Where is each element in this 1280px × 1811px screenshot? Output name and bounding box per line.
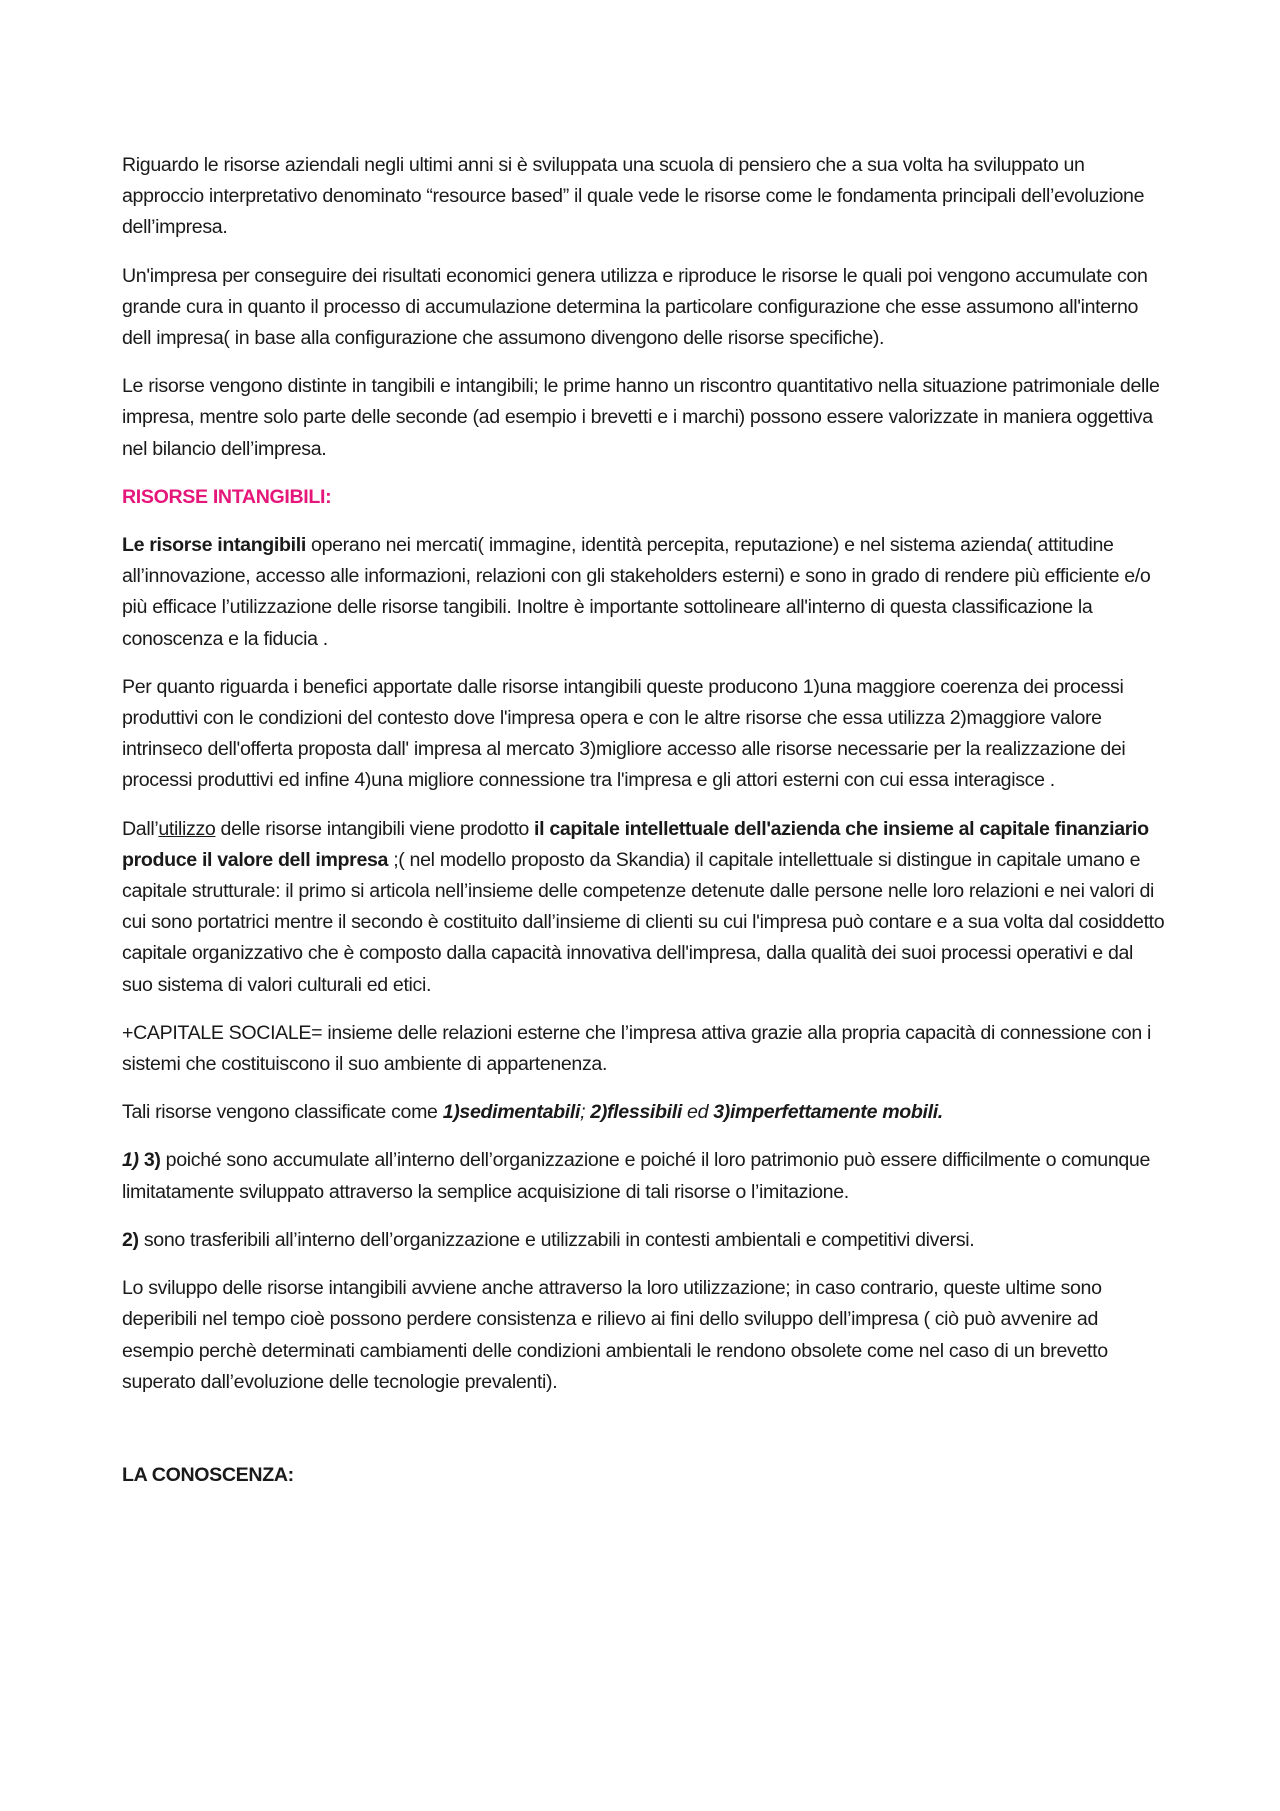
number-3: 3) bbox=[138, 1149, 161, 1172]
paragraph-text: operano nei mercati( immagine, identità percepita, reputazione) e nel sistema azienda( attitudine all’innovazione, accesso alle informazioni, relazioni con gli stakeholders esterni) e sono in grado di rendere più efficiente e/o più efficace l’utilizzazione delle risorse tangibili. Inoltre è importante sottolineare all'interno di questa classificazione la conoscenza e la fiducia . bbox=[122, 534, 1151, 650]
paragraph-text: poiché sono accumulate all’interno dell’organizzazione e poiché il loro patrimonio può essere difficilmente o comunque limitatamente sviluppato attraverso la semplice acquisizione di tali risorse o l’imitazione. bbox=[122, 1149, 1151, 1203]
heading-risorse-intangibili: RISORSE INTANGIBILI: bbox=[122, 485, 332, 508]
underlined-word: utilizzo bbox=[158, 817, 216, 840]
paragraph-text: ;( nel modello proposto da Skandia) il capitale intellettuale si distingue in capitale umano e capitale strutturale: il primo si articola nell’insieme delle competenze detenute dalle persone nelle loro relazioni e nei valori di cui sono portatrici mentre il secondo è costituito dall’insieme di clienti su cui l'impresa può contare e a sua volta dal cosiddetto capitale organizzativo che è composto dalla capacità innovativa dell'impresa, dalla qualità dei suoi processi operativi e dal suo sistema di valori culturali ed etici. bbox=[122, 848, 1165, 996]
paragraph-text: sono trasferibili all’interno dell’organizzazione e utilizzabili in contesti ambientali e competitivi diversi. bbox=[138, 1228, 975, 1251]
paragraph-capitale-sociale: +CAPITALE SOCIALE= insieme delle relazioni esterne che l’impresa attiva grazie alla propria capacità di connessione con i sistemi che costituiscono il suo ambiente di appartenenza. bbox=[122, 1021, 1151, 1076]
bold-term: Le risorse intangibili bbox=[122, 534, 306, 557]
item-imperfettamente-mobili: 3)imperfettamente mobili. bbox=[713, 1101, 943, 1124]
paragraph-classificazione bbox=[122, 1097, 1168, 1128]
paragraph-definizione-intangibili bbox=[122, 530, 1168, 655]
paragraph-text: Tali risorse vengono classificate come bbox=[122, 1101, 443, 1124]
paragraph-text: delle risorse intangibili viene prodotto bbox=[215, 817, 535, 840]
paragraph-punto-2 bbox=[122, 1225, 1168, 1256]
paragraph-capitale-intellettuale bbox=[122, 814, 1168, 1001]
number-1: 1) bbox=[122, 1149, 139, 1172]
number-2: 2) bbox=[122, 1228, 139, 1251]
document-page bbox=[122, 150, 1168, 1508]
paragraph-punti-1-3 bbox=[122, 1145, 1168, 1207]
separator: ; bbox=[580, 1101, 591, 1124]
bold-statement: il capitale intellettuale dell'azienda che insieme al capitale finanziario produce il valore dell impresa bbox=[122, 817, 1149, 871]
separator: ed bbox=[681, 1101, 714, 1124]
paragraph-resource-based: Riguardo le risorse aziendali negli ultimi anni si è sviluppata una scuola di pensiero che a sua volta ha sviluppato un approccio interpretativo denominato “resource based” il quale vede le risorse come le fondamenta principali dell’evoluzione dell’impresa. bbox=[122, 154, 1145, 239]
paragraph-text: Dall’ bbox=[122, 817, 159, 840]
paragraph-tangibili-intangibili: Le risorse vengono distinte in tangibili e intangibili; le prime hanno un riscontro quantitativo nella situazione patrimoniale delle impresa, mentre solo parte delle seconde (ad esempio i brevetti e i marchi) possono essere valorizzate in maniera oggettiva nel bilancio dell’impresa. bbox=[122, 375, 1160, 460]
paragraph-sviluppo: Lo sviluppo delle risorse intangibili avviene anche attraverso la loro utilizzazione; in caso contrario, queste ultime sono deperibili nel tempo cioè possono perdere consistenza e rilievo ai fini dello sviluppo dell’impresa ( ciò può avvenire ad esempio perchè determinati cambiamenti delle condizioni ambientali le rendono obsolete come nel caso di un brevetto superato dall’evoluzione delle tecnologie prevalenti). bbox=[122, 1277, 1108, 1393]
item-sedimentabili: 1)sedimentabili bbox=[442, 1101, 581, 1124]
paragraph-benefici: Per quanto riguarda i benefici apportate dalle risorse intangibili queste producono 1)una maggiore coerenza dei processi produttivi con le condizioni del contesto dove l'impresa opera e con le altre risorse che essa utilizza 2)maggiore valore intrinseco dell'offerta proposta dall' impresa al mercato 3)migliore accesso alle risorse necessarie per la realizzazione dei processi produttivi ed infine 4)una migliore connessione tra l'impresa e gli attori esterni con cui essa interagisce . bbox=[122, 675, 1126, 792]
item-flessibili: 2)flessibili bbox=[590, 1101, 682, 1124]
heading-la-conoscenza: LA CONOSCENZA: bbox=[122, 1463, 294, 1486]
paragraph-accumulazione: Un'impresa per conseguire dei risultati economici genera utilizza e riproduce le risorse le quali poi vengono accumulate con grande cura in quanto il processo di accumulazione determina la particolare configurazione che esse assumono all'interno dell impresa( in base alla configurazione che assumono divengono delle risorse specifiche). bbox=[122, 264, 1148, 350]
